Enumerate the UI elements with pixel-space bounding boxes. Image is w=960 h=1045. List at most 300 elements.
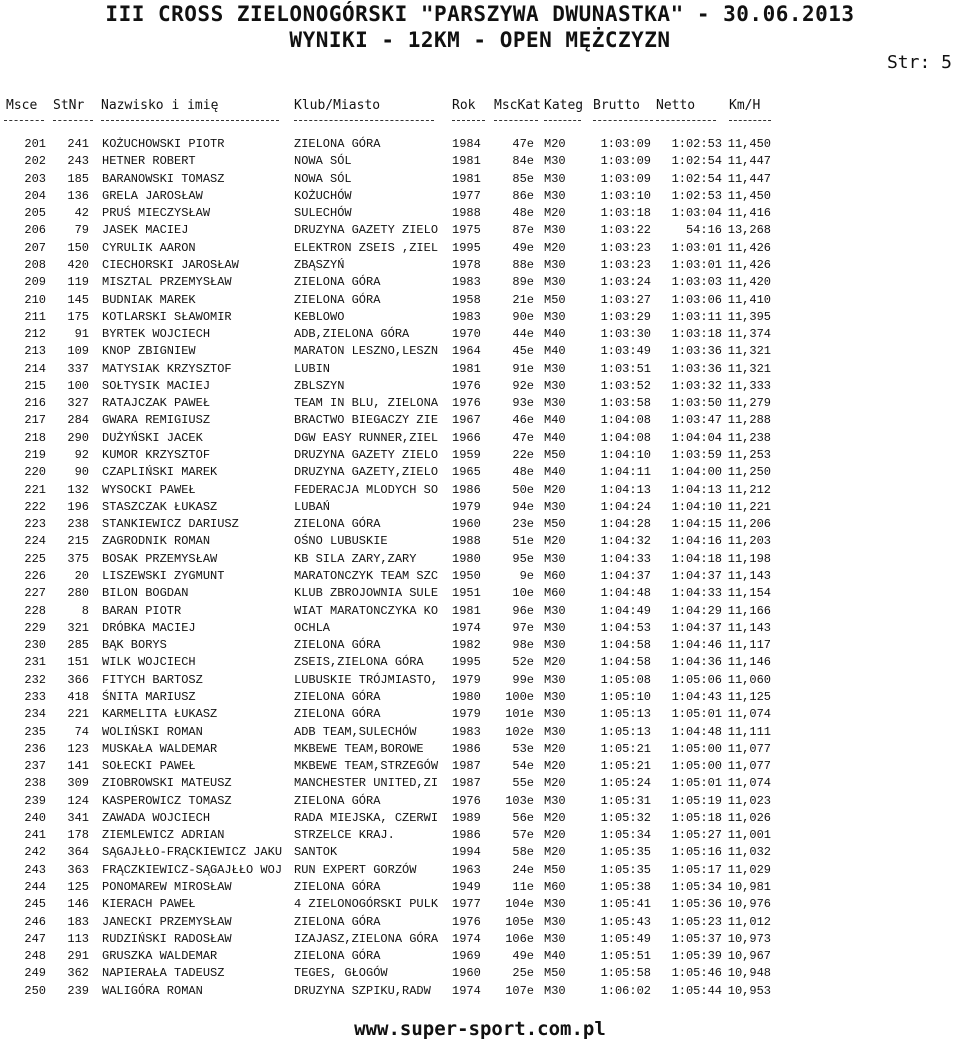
cell-cat-place: 89e xyxy=(512,275,534,290)
cell-year: 1974 xyxy=(452,983,481,998)
cell-category: M20 xyxy=(544,655,566,670)
cell-club: NOWA SÓL xyxy=(294,154,352,169)
cell-cat-place: 94e xyxy=(512,499,534,514)
cell-name: CYRULIK AARON xyxy=(102,240,196,255)
cell-cat-place: 47e xyxy=(512,430,534,445)
table-row xyxy=(0,741,960,758)
table-row xyxy=(0,153,960,170)
cell-net-time: 1:05:06 xyxy=(671,672,722,687)
cell-net-time: 1:05:00 xyxy=(671,759,722,774)
cell-cat-place: 84e xyxy=(512,154,534,169)
cell-cat-place: 22e xyxy=(512,448,534,463)
cell-category: M30 xyxy=(544,689,566,704)
cell-name: BARANOWSKI TOMASZ xyxy=(102,171,225,186)
cell-net-time: 1:04:18 xyxy=(671,551,722,566)
cell-year: 1987 xyxy=(452,776,481,791)
cell-gross-time: 1:05:13 xyxy=(600,724,651,739)
cell-name: BĄK BORYS xyxy=(102,638,167,653)
cell-year: 1983 xyxy=(452,724,481,739)
cell-category: M40 xyxy=(544,413,566,428)
cell-category: M40 xyxy=(544,949,566,964)
cell-name: STASZCZAK ŁUKASZ xyxy=(102,499,218,514)
cell-net-time: 1:03:50 xyxy=(671,396,722,411)
cell-year: 1970 xyxy=(452,327,481,342)
cell-club: ZIELONA GÓRA xyxy=(294,949,381,964)
cell-gross-time: 1:03:22 xyxy=(600,223,651,238)
cell-club: TEGES, GŁOGÓW xyxy=(294,966,388,981)
cell-year: 1979 xyxy=(452,672,481,687)
cell-gross-time: 1:04:11 xyxy=(600,465,651,480)
cell-gross-time: 1:03:10 xyxy=(600,188,651,203)
cell-club: MARATON LESZNO,LESZN xyxy=(294,344,439,359)
cell-cat-place: 102e xyxy=(505,724,534,739)
cell-gross-time: 1:04:37 xyxy=(600,569,651,583)
cell-name: PRUŚ MIECZYSŁAW xyxy=(102,206,211,221)
cell-speed: 11,206 xyxy=(727,517,771,532)
cell-start-number: 238 xyxy=(67,517,89,532)
cell-start-number: 91 xyxy=(74,327,89,342)
cell-name: DUŻYŃSKI JACEK xyxy=(102,430,203,445)
cell-speed: 11,416 xyxy=(727,206,771,221)
cell-gross-time: 1:05:21 xyxy=(600,741,651,756)
cell-net-time: 1:04:36 xyxy=(671,655,722,670)
cell-cat-place: 57e xyxy=(512,828,534,843)
cell-club: MKBEWE TEAM,BOROWE xyxy=(294,741,424,756)
cell-place: 210 xyxy=(24,292,46,307)
cell-cat-place: 90e xyxy=(512,309,534,324)
cell-gross-time: 1:04:58 xyxy=(600,638,651,653)
cell-category: M20 xyxy=(544,810,566,825)
cell-year: 1981 xyxy=(452,361,481,376)
cell-cat-place: 45e xyxy=(512,344,534,359)
cell-club: ZIELONA GÓRA xyxy=(294,275,381,290)
cell-net-time: 1:02:54 xyxy=(671,154,722,169)
cell-cat-place: 52e xyxy=(512,655,534,670)
cell-category: M30 xyxy=(544,361,566,376)
cell-club: ZIELONA GÓRA xyxy=(294,292,381,307)
cell-cat-place: 55e xyxy=(512,776,534,791)
cell-place: 217 xyxy=(24,413,46,428)
cell-category: M30 xyxy=(544,551,566,566)
cell-speed: 11,253 xyxy=(727,448,771,463)
cell-gross-time: 1:03:09 xyxy=(600,154,651,169)
cell-cat-place: 44e xyxy=(512,327,534,342)
cell-club: MARATONCZYK TEAM SZC xyxy=(294,569,439,583)
cell-name: GRUSZKA WALDEMAR xyxy=(102,949,218,964)
cell-place: 243 xyxy=(24,862,46,877)
cell-speed: 11,032 xyxy=(727,845,771,860)
cell-club: DRUZYNA GAZETY ZIELO xyxy=(294,448,439,463)
table-row xyxy=(0,533,960,550)
cell-speed: 11,450 xyxy=(727,137,771,151)
cell-category: M40 xyxy=(544,344,566,359)
cell-year: 1977 xyxy=(452,188,481,203)
cell-net-time: 1:05:27 xyxy=(671,828,722,843)
cell-start-number: 290 xyxy=(67,430,89,445)
cell-cat-place: 47e xyxy=(512,137,534,151)
cell-place: 208 xyxy=(24,257,46,272)
cell-year: 1994 xyxy=(452,845,481,860)
cell-year: 1995 xyxy=(452,240,481,255)
cell-category: M20 xyxy=(544,206,566,221)
cell-gross-time: 1:03:49 xyxy=(600,344,651,359)
cell-club: ZIELONA GÓRA xyxy=(294,914,381,929)
table-row xyxy=(0,983,960,1000)
cell-start-number: 183 xyxy=(67,914,89,929)
cell-name: RUDZIŃSKI RADOSŁAW xyxy=(102,931,232,946)
table-row xyxy=(0,724,960,741)
cell-speed: 10,981 xyxy=(727,880,771,895)
cell-club: OŚNO LUBUSKIE xyxy=(294,534,388,549)
cell-speed: 11,143 xyxy=(727,569,771,583)
cell-year: 1980 xyxy=(452,689,481,704)
cell-speed: 10,967 xyxy=(727,949,771,964)
cell-club: MKBEWE TEAM,STRZEGÓW xyxy=(294,759,439,774)
cell-name: STANKIEWICZ DARIUSZ xyxy=(102,517,239,532)
cell-name: ZAGRODNIK ROMAN xyxy=(102,534,211,549)
cell-cat-place: 100e xyxy=(505,689,534,704)
table-row xyxy=(0,551,960,568)
cell-place: 241 xyxy=(24,828,46,843)
table-row xyxy=(0,447,960,464)
table-row xyxy=(0,499,960,516)
cell-speed: 11,279 xyxy=(727,396,771,411)
cell-speed: 11,321 xyxy=(727,361,771,376)
results-title: III CROSS ZIELONOGÓRSKI "PARSZYWA DWUNASTKA" - 30.06.2013 xyxy=(105,2,855,26)
cell-gross-time: 1:05:43 xyxy=(600,914,651,929)
cell-club: ZIELONA GÓRA xyxy=(294,137,381,151)
cell-gross-time: 1:04:13 xyxy=(600,482,651,497)
cell-net-time: 1:05:23 xyxy=(671,914,722,929)
column-header-year: Rok xyxy=(452,98,476,113)
cell-gross-time: 1:05:13 xyxy=(600,707,651,722)
cell-category: M20 xyxy=(544,534,566,549)
cell-start-number: 141 xyxy=(67,759,89,774)
cell-name: SOŁTYSIK MACIEJ xyxy=(102,378,211,393)
cell-gross-time: 1:05:24 xyxy=(600,776,651,791)
cell-start-number: 418 xyxy=(67,689,89,704)
cell-cat-place: 50e xyxy=(512,482,534,497)
table-row xyxy=(0,654,960,671)
cell-place: 240 xyxy=(24,810,46,825)
cell-net-time: 1:03:47 xyxy=(671,413,722,428)
cell-start-number: 327 xyxy=(67,396,89,411)
cell-year: 1989 xyxy=(452,810,481,825)
cell-start-number: 136 xyxy=(67,188,89,203)
cell-name: MATYSIAK KRZYSZTOF xyxy=(102,361,232,376)
cell-gross-time: 1:06:02 xyxy=(600,983,651,998)
cell-cat-place: 95e xyxy=(512,551,534,566)
cell-year: 1958 xyxy=(452,292,481,307)
cell-speed: 11,447 xyxy=(727,154,771,169)
cell-gross-time: 1:03:27 xyxy=(600,292,651,307)
cell-name: SOŁECKI PAWEŁ xyxy=(102,759,196,774)
table-row xyxy=(0,464,960,481)
cell-place: 234 xyxy=(24,707,46,722)
cell-category: M30 xyxy=(544,499,566,514)
cell-place: 205 xyxy=(24,206,46,221)
cell-name: KNOP ZBIGNIEW xyxy=(102,344,196,359)
cell-category: M30 xyxy=(544,724,566,739)
cell-year: 1950 xyxy=(452,569,481,583)
cell-place: 215 xyxy=(24,378,46,393)
cell-net-time: 1:05:18 xyxy=(671,810,722,825)
cell-speed: 10,953 xyxy=(727,983,771,998)
cell-name: KASPEROWICZ TOMASZ xyxy=(102,793,232,808)
cell-start-number: 175 xyxy=(67,309,89,324)
cell-cat-place: 97e xyxy=(512,620,534,635)
cell-name: KOŻUCHOWSKI PIOTR xyxy=(102,137,225,151)
cell-speed: 11,426 xyxy=(727,257,771,272)
cell-start-number: 284 xyxy=(67,413,89,428)
cell-year: 1981 xyxy=(452,171,481,186)
cell-cat-place: 104e xyxy=(505,897,534,912)
cell-year: 1983 xyxy=(452,275,481,290)
cell-place: 249 xyxy=(24,966,46,981)
cell-club: ZIELONA GÓRA xyxy=(294,689,381,704)
cell-gross-time: 1:05:08 xyxy=(600,672,651,687)
table-row xyxy=(0,620,960,637)
cell-year: 1976 xyxy=(452,378,481,393)
cell-start-number: 291 xyxy=(67,949,89,964)
cell-club: SANTOK xyxy=(294,845,338,860)
cell-cat-place: 46e xyxy=(512,413,534,428)
cell-club: KOŻUCHÓW xyxy=(294,188,352,203)
cell-cat-place: 48e xyxy=(512,465,534,480)
cell-year: 1982 xyxy=(452,638,481,653)
cell-club: ZIELONA GÓRA xyxy=(294,793,381,808)
cell-start-number: 8 xyxy=(81,603,89,618)
cell-place: 248 xyxy=(24,949,46,964)
cell-speed: 11,143 xyxy=(727,620,771,635)
cell-year: 1980 xyxy=(452,551,481,566)
cell-club: IZAJASZ,ZIELONA GÓRA xyxy=(294,931,439,946)
cell-start-number: 109 xyxy=(67,344,89,359)
header-divider xyxy=(656,120,716,122)
cell-category: M40 xyxy=(544,327,566,342)
cell-speed: 11,410 xyxy=(727,292,771,307)
table-row xyxy=(0,862,960,879)
cell-name: JASEK MACIEJ xyxy=(102,223,189,238)
cell-name: ZAWADA WOJCIECH xyxy=(102,810,211,825)
cell-club: STRZELCE KRAJ. xyxy=(294,828,395,843)
cell-start-number: 241 xyxy=(67,137,89,151)
cell-speed: 11,203 xyxy=(727,534,771,549)
cell-category: M30 xyxy=(544,378,566,393)
cell-club: TEAM IN BLU, ZIELONA xyxy=(294,396,439,411)
cell-year: 1995 xyxy=(452,655,481,670)
cell-gross-time: 1:04:53 xyxy=(600,620,651,635)
cell-net-time: 1:05:39 xyxy=(671,949,722,964)
header-divider xyxy=(544,120,581,122)
cell-speed: 11,074 xyxy=(727,776,771,791)
cell-speed: 11,238 xyxy=(727,430,771,445)
cell-club: LUBIN xyxy=(294,361,331,376)
cell-start-number: 375 xyxy=(67,551,89,566)
cell-net-time: 1:04:46 xyxy=(671,638,722,653)
cell-place: 245 xyxy=(24,897,46,912)
cell-name: ZIOBROWSKI MATEUSZ xyxy=(102,776,232,791)
cell-cat-place: 87e xyxy=(512,223,534,238)
table-row xyxy=(0,343,960,360)
table-row xyxy=(0,309,960,326)
cell-name: CIECHORSKI JAROSŁAW xyxy=(102,257,239,272)
cell-club: ZIELONA GÓRA xyxy=(294,638,381,653)
cell-gross-time: 1:03:09 xyxy=(600,171,651,186)
cell-net-time: 1:04:15 xyxy=(671,517,722,532)
cell-category: M30 xyxy=(544,983,566,998)
cell-cat-place: 51e xyxy=(512,534,534,549)
cell-cat-place: 105e xyxy=(505,914,534,929)
cell-cat-place: 48e xyxy=(512,206,534,221)
cell-place: 218 xyxy=(24,430,46,445)
cell-gross-time: 1:04:28 xyxy=(600,517,651,532)
cell-gross-time: 1:05:58 xyxy=(600,966,651,981)
cell-start-number: 146 xyxy=(67,897,89,912)
cell-category: M30 xyxy=(544,707,566,722)
table-row xyxy=(0,758,960,775)
cell-cat-place: 24e xyxy=(512,862,534,877)
cell-place: 222 xyxy=(24,499,46,514)
cell-category: M30 xyxy=(544,309,566,324)
cell-start-number: 113 xyxy=(67,931,89,946)
cell-speed: 11,125 xyxy=(727,689,771,704)
cell-category: M30 xyxy=(544,223,566,238)
table-row xyxy=(0,931,960,948)
cell-speed: 11,012 xyxy=(727,914,771,929)
cell-speed: 11,026 xyxy=(727,810,771,825)
header-divider xyxy=(53,120,93,122)
cell-club: ELEKTRON ZSEIS ,ZIEL xyxy=(294,240,439,255)
cell-net-time: 1:02:53 xyxy=(671,188,722,203)
cell-start-number: 239 xyxy=(67,983,89,998)
cell-gross-time: 1:05:35 xyxy=(600,845,651,860)
cell-start-number: 145 xyxy=(67,292,89,307)
cell-gross-time: 1:04:08 xyxy=(600,430,651,445)
cell-gross-time: 1:05:49 xyxy=(600,931,651,946)
cell-year: 1965 xyxy=(452,465,481,480)
table-row xyxy=(0,412,960,429)
cell-speed: 11,111 xyxy=(727,724,771,739)
cell-start-number: 125 xyxy=(67,880,89,895)
cell-place: 238 xyxy=(24,776,46,791)
header-divider xyxy=(729,120,771,122)
cell-club: ZBĄSZYŃ xyxy=(294,257,345,272)
cell-year: 1960 xyxy=(452,966,481,981)
cell-club: ADB,ZIELONA GÓRA xyxy=(294,327,410,342)
cell-gross-time: 1:03:09 xyxy=(600,137,651,151)
cell-net-time: 1:03:32 xyxy=(671,378,722,393)
cell-cat-place: 96e xyxy=(512,603,534,618)
cell-cat-place: 53e xyxy=(512,741,534,756)
cell-gross-time: 1:05:31 xyxy=(600,793,651,808)
cell-name: BUDNIAK MAREK xyxy=(102,292,196,307)
cell-net-time: 1:03:06 xyxy=(671,292,722,307)
cell-name: HETNER ROBERT xyxy=(102,154,196,169)
cell-club: MANCHESTER UNITED,ZI xyxy=(294,776,439,791)
cell-place: 213 xyxy=(24,344,46,359)
cell-category: M40 xyxy=(544,430,566,445)
cell-place: 202 xyxy=(24,154,46,169)
cell-club: RADA MIEJSKA, CZERWI xyxy=(294,810,439,825)
cell-net-time: 1:03:11 xyxy=(671,309,722,324)
table-row xyxy=(0,378,960,395)
cell-speed: 11,450 xyxy=(727,188,771,203)
column-header-category: Kateg xyxy=(544,98,584,113)
cell-cat-place: 93e xyxy=(512,396,534,411)
cell-name: PONOMAREW MIROSŁAW xyxy=(102,880,232,895)
table-row xyxy=(0,585,960,602)
cell-start-number: 364 xyxy=(67,845,89,860)
cell-start-number: 321 xyxy=(67,620,89,635)
cell-category: M20 xyxy=(544,137,566,151)
cell-gross-time: 1:03:51 xyxy=(600,361,651,376)
cell-start-number: 362 xyxy=(67,966,89,981)
table-row xyxy=(0,948,960,965)
cell-name: CZAPLIŃSKI MAREK xyxy=(102,465,218,480)
cell-speed: 11,395 xyxy=(727,309,771,324)
cell-place: 242 xyxy=(24,845,46,860)
cell-speed: 11,250 xyxy=(727,465,771,480)
cell-category: M20 xyxy=(544,828,566,843)
column-header-club: Klub/Miasto xyxy=(294,98,381,113)
cell-gross-time: 1:03:52 xyxy=(600,378,651,393)
cell-category: M20 xyxy=(544,741,566,756)
table-row xyxy=(0,136,960,153)
cell-speed: 13,268 xyxy=(727,223,771,238)
cell-club: BRACTWO BIEGACZY ZIE xyxy=(294,413,439,428)
cell-category: M20 xyxy=(544,240,566,255)
cell-year: 1974 xyxy=(452,620,481,635)
cell-place: 219 xyxy=(24,448,46,463)
cell-cat-place: 91e xyxy=(512,361,534,376)
cell-speed: 11,029 xyxy=(727,862,771,877)
column-header-gross-time: Brutto xyxy=(593,98,640,113)
cell-net-time: 1:04:48 xyxy=(671,724,722,739)
cell-start-number: 363 xyxy=(67,862,89,877)
cell-cat-place: 107e xyxy=(505,983,534,998)
cell-net-time: 1:03:36 xyxy=(671,344,722,359)
cell-cat-place: 98e xyxy=(512,638,534,653)
cell-net-time: 1:05:36 xyxy=(671,897,722,912)
cell-place: 214 xyxy=(24,361,46,376)
cell-speed: 11,001 xyxy=(727,828,771,843)
cell-club: OCHLA xyxy=(294,620,331,635)
cell-start-number: 74 xyxy=(74,724,89,739)
cell-place: 224 xyxy=(24,534,46,549)
cell-year: 1964 xyxy=(452,344,481,359)
cell-gross-time: 1:05:38 xyxy=(600,880,651,895)
cell-cat-place: 23e xyxy=(512,517,534,532)
cell-place: 201 xyxy=(24,137,46,151)
table-row xyxy=(0,879,960,896)
cell-place: 221 xyxy=(24,482,46,497)
cell-net-time: 1:05:37 xyxy=(671,931,722,946)
cell-start-number: 178 xyxy=(67,828,89,843)
cell-net-time: 1:04:04 xyxy=(671,430,722,445)
cell-gross-time: 1:05:35 xyxy=(600,862,651,877)
cell-name: NAPIERAŁA TADEUSZ xyxy=(102,966,225,981)
cell-name: JANECKI PRZEMYSŁAW xyxy=(102,914,232,929)
cell-net-time: 1:04:16 xyxy=(671,534,722,549)
cell-club: FEDERACJA MLODYCH SO xyxy=(294,482,439,497)
cell-name: GWARA REMIGIUSZ xyxy=(102,413,211,428)
cell-club: KLUB ZBROJOWNIA SULE xyxy=(294,586,439,601)
table-row xyxy=(0,914,960,931)
cell-category: M30 xyxy=(544,620,566,635)
cell-club: ZIELONA GÓRA xyxy=(294,517,381,532)
column-header-cat-place: MscKat xyxy=(494,98,541,113)
